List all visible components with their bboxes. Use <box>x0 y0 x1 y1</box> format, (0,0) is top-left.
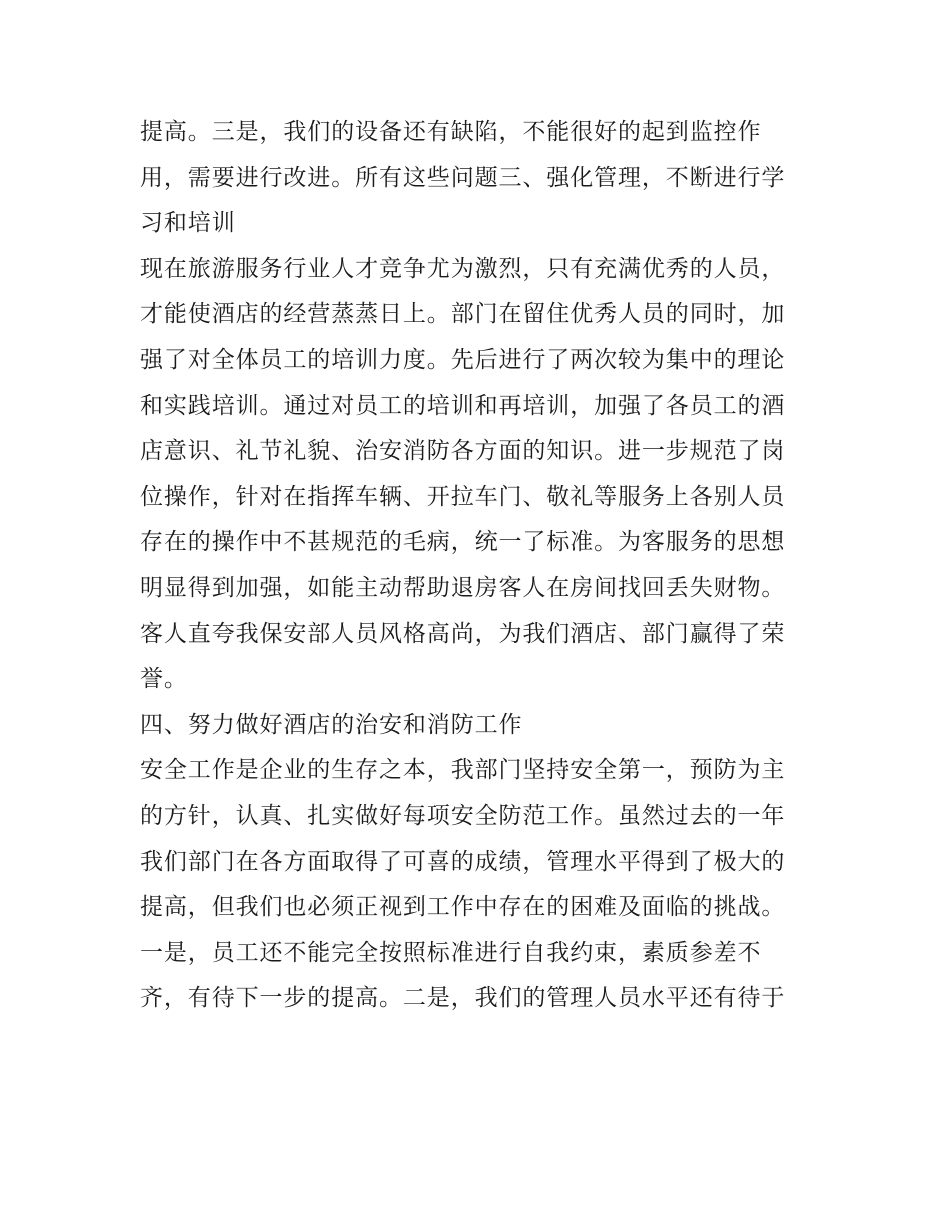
text-line: 明显得到加强，如能主动帮助退房客人在房间找回丢失财物。 <box>140 574 786 601</box>
text-line: 安全工作是企业的生存之本，我部门坚持安全第一，预防为主 <box>140 757 786 784</box>
text-line: 誉。 <box>140 666 188 693</box>
text-line: 客人直夸我保安部人员风格高尚，为我们酒店、部门赢得了荣 <box>140 620 786 647</box>
section-heading: 习和培训 <box>140 210 236 237</box>
section-heading: 四、努力做好酒店的治安和消防工作 <box>140 711 523 738</box>
text-line: 用，需要进行改进。所有这些问题三、强化管理，不断进行学 <box>140 164 786 191</box>
text-line: 提高。三是，我们的设备还有缺陷，不能很好的起到监控作 <box>140 119 762 145</box>
text-line: 店意识、礼节礼貌、治安消防各方面的知识。进一步规范了岗 <box>140 438 786 465</box>
text-line: 现在旅游服务行业人才竞争尤为激烈，只有充满优秀的人员， <box>140 255 786 282</box>
text-line: 强了对全体员工的培训力度。先后进行了两次较为集中的理论 <box>140 346 786 373</box>
text-line: 提高，但我们也必须正视到工作中存在的困难及面临的挑战。 <box>140 894 786 921</box>
text-line: 的方针，认真、扎实做好每项安全防范工作。虽然过去的一年 <box>140 802 786 829</box>
text-line: 才能使酒店的经营蒸蒸日上。部门在留住优秀人员的同时，加 <box>140 301 786 328</box>
text-line: 和实践培训。通过对员工的培训和再培训，加强了各员工的酒 <box>140 392 786 419</box>
body-text <box>140 110 820 1022</box>
text-line: 存在的操作中不甚规范的毛病，统一了标准。为客服务的思想 <box>140 529 786 556</box>
text-line: 位操作，针对在指挥车辆、开拉车门、敬礼等服务上各别人员 <box>140 483 786 510</box>
text-line: 我们部门在各方面取得了可喜的成绩，管理水平得到了极大的 <box>140 848 786 875</box>
text-line: 齐，有待下一步的提高。二是，我们的管理人员水平还有待于 <box>140 985 786 1012</box>
text-line: 一是，员工还不能完全按照标准进行自我约束，素质参差不 <box>140 939 762 966</box>
